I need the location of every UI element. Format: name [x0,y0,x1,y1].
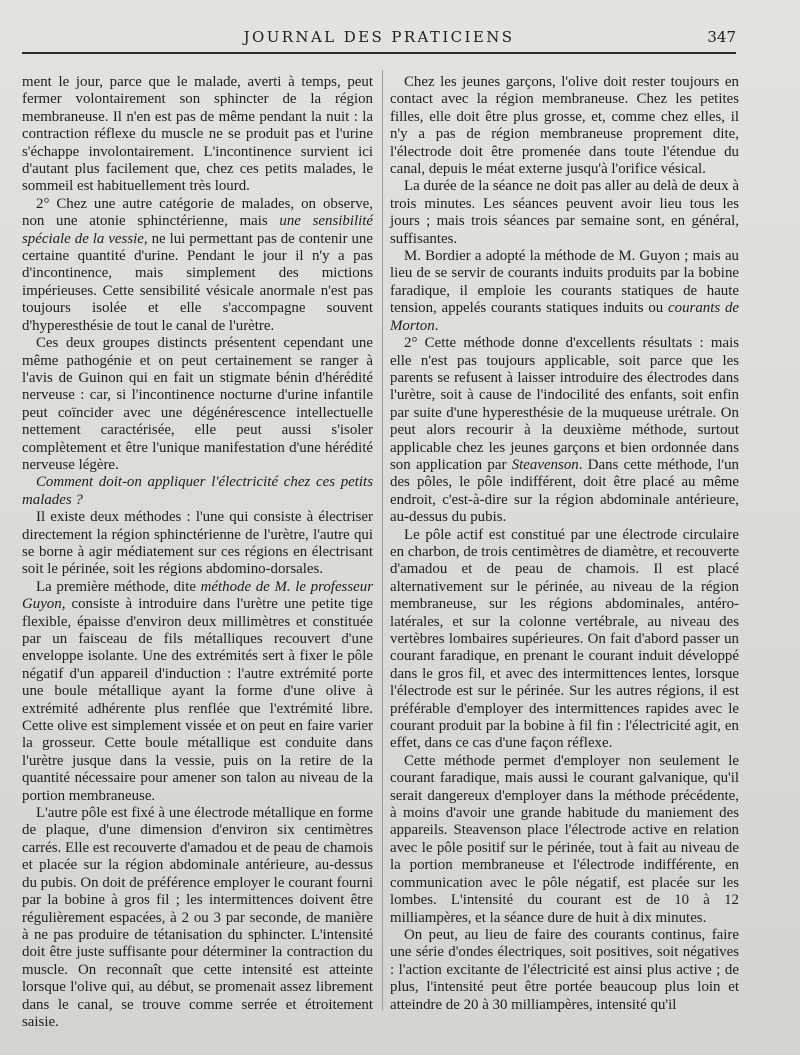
emphasis: Steavenson [511,456,579,473]
paragraph: 2° Cette méthode donne d'excellents résultats : mais elle n'est pas toujours applicable, soit parce que les parents se refusent à laisser introduire des électrodes dans l'urètre, soit à cause de l'indocilité des enfants, soit enfin par suite d'une hyperesthésie de la muqueuse urétrale. On peut alors recourir à la deuxième méthode, surtout applicable chez les jeunes garçons et bien ordonnée dans son application par Steavenson. Dans cette méthode, l'un des pôles, le pôle indifférent, doit être placé au même endroit, c'est-à-dire sur la région abdominale antérieure, au-dessus du pubis. [390,335,739,526]
paragraph: Le pôle actif est constitué par une électrode circulaire en charbon, de trois centimètres de diamètre, et recouverte d'amadou et de peau de chamois. Il est placé alternativement sur le périnée, au niveau de la région membraneuse, sur les régions abdominales, antéro-latérales, et sur la colonne vertébrale, au niveau des vertèbres lombaires supérieures. On fait d'abord passer un courant faradique, en prenant le courant induit développé dans le gros fil, et avec des intermittences lentes, lorsque l'électrode est sur le périnée. Sur les autres régions, il est préférable d'employer des intermittences rapides avec le courant produit par la bobine à fil fin : l'électricité agit, en effet, dans ce cas d'une façon réflexe. [390,526,739,752]
paragraph: L'autre pôle est fixé à une électrode métallique en forme de plaque, d'une dimension d'environ six centimètres carrés. Elle est recouverte d'amadou et de peau de chamois et placée sur la région abdominale antérieure, au-dessus du pubis. On doit de préférence employer le courant fourni par la bobine à gros fil ; les intermittences doivent être régulièrement espacées, à 2 ou 3 par seconde, de manière à ne pas produire de tétanisation du sphincter. L'intensité doit être juste suffisante pour déterminer la contraction du muscle. On reconnaît que cette intensité est atteinte lorsque l'olive qui, au début, se promenait assez librement dans le canal, se trouve comme serrée et étroitement saisie. [22,805,373,1030]
paragraph: Ces deux groupes distincts présentent cependant une même pathogénie et on peut certainement se ranger à l'avis de Guinon qui en fait un stigmate bénin d'hérédité nerveuse : car, si l'incontinence nocturne d'urine infantile peut coïncider avec une dégénérescence intellectuelle nettement caractérisée, elle peut aussi s'isoler complètement et être l'unique manifestation d'une hérédité nerveuse légère. [22,335,373,473]
paragraph: Il existe deux méthodes : l'une qui consiste à électriser directement la région sphinctérienne de l'urètre, l'autre qui se borne à agir médiatement sur ces régions en électrisant soit le périnée, soit les régions abdomino-dorsales. [22,509,373,578]
paragraph: La durée de la séance ne doit pas aller au delà de deux à trois minutes. Les séances peuvent avoir lieu tous les jours ; mais trois séances par semaine sont, en général, suffisantes. [390,178,739,247]
emphasis: une sensibilité spéciale de la vessie [22,213,373,247]
paragraph: On peut, au lieu de faire des courants continus, faire une série d'ondes électriques, soit positives, soit négatives : l'action excitante de l'électricité est ainsi plus active ; de plus, l'intensité peut être portée beaucoup plus loin et atteindre de 20 à 30 milliampères, intensité qu'il [390,926,739,1013]
paragraph: Chez les jeunes garçons, l'olive doit rester toujours en contact avec la région membraneuse. Chez les petites filles, elle doit être plus grosse, et, comme chez elles, il n'y a pas de région membraneuse proprement dite, l'électrode doit être promenée dans toute l'étendue du canal, depuis le méat externe jusqu'à l'orifice vésical. [390,74,739,178]
column-divider [382,70,383,1010]
emphasis: courants de Morton [390,300,739,334]
section-heading: Comment doit-on appliquer l'électricité chez ces petits malades ? [22,474,373,508]
right-column [390,74,739,1014]
emphasis: méthode de M. le professeur Guyon [22,578,373,613]
paragraph: Cette méthode permet d'employer non seulement le courant faradique, mais aussi le courant galvanique, qu'il serait dangereux d'employer dans la méthode précédente, à moins d'avoir une grande habitude du maniement des appareils. Steavenson place l'électrode active en relation avec le pôle positif sur le périnée, tout à fait au niveau de la portion membraneuse et l'électrode indifférente, en communication avec le pôle négatif, est placée sur les lombes. L'intensité du courant est de 10 à 12 milliampères, et la séance dure de huit à dix minutes. [390,752,739,926]
running-title: JOURNAL DES PRATICIENS [243,28,515,46]
left-column [22,74,373,1031]
paragraph: M. Bordier a adopté la méthode de M. Guyon ; mais au lieu de se servir de courants induits produits par la bobine faradique, il emploie les courants statiques de haute tension, appelés courants statiques induits ou courants de Morton. [390,248,739,334]
page-header [22,22,736,54]
paragraph: 2° Chez une autre catégorie de malades, on observe, non une atonie sphinctérienne, mais une sensibilité spéciale de la vessie, ne lui permettant pas de contenir une certaine quantité d'urine. Pendant le jour il n'y a pas d'incontinence, mais simplement des mictions impérieuses. Cette sensibilité vésicale anormale n'est pas toujours isolée et elle s'accompagne souvent d'hyperesthésie de tout le canal de l'urètre. [22,195,373,334]
paragraph: La première méthode, dite méthode de M. le professeur Guyon, consiste à introduire dans l'urètre une petite tige flexible, épaisse d'environ deux millimètres et constituée par un faisceau de fils métalliques recouvert d'une enveloppe isolante. Une des extrémités sert à fixer le pôle négatif d'un appareil d'induction : l'autre extrémité porte une boule métallique ayant la forme d'une olive à extrémité adhérente plus renflée que l'extrémité libre. Cette olive est simplement vissée et on peut en faire varier la grosseur. Cette boule métallique est conduite dans l'urètre jusque dans la vessie, puis on la retire de la quantité nécessaire pour amener son talon au niveau de la portion membraneuse. [22,578,373,804]
page-number: 347 [707,28,736,46]
paragraph: ment le jour, parce que le malade, averti à temps, peut fermer volontairement son sphincter de la région membraneuse. Il n'en est pas de même pendant la nuit : la contraction réflexe du muscle ne se produit pas et l'urine s'échappe involontairement. L'incontinence survient ici d'autant plus facilement que, chez ces petits malades, le sommeil est habituellement très lourd. [22,74,373,195]
